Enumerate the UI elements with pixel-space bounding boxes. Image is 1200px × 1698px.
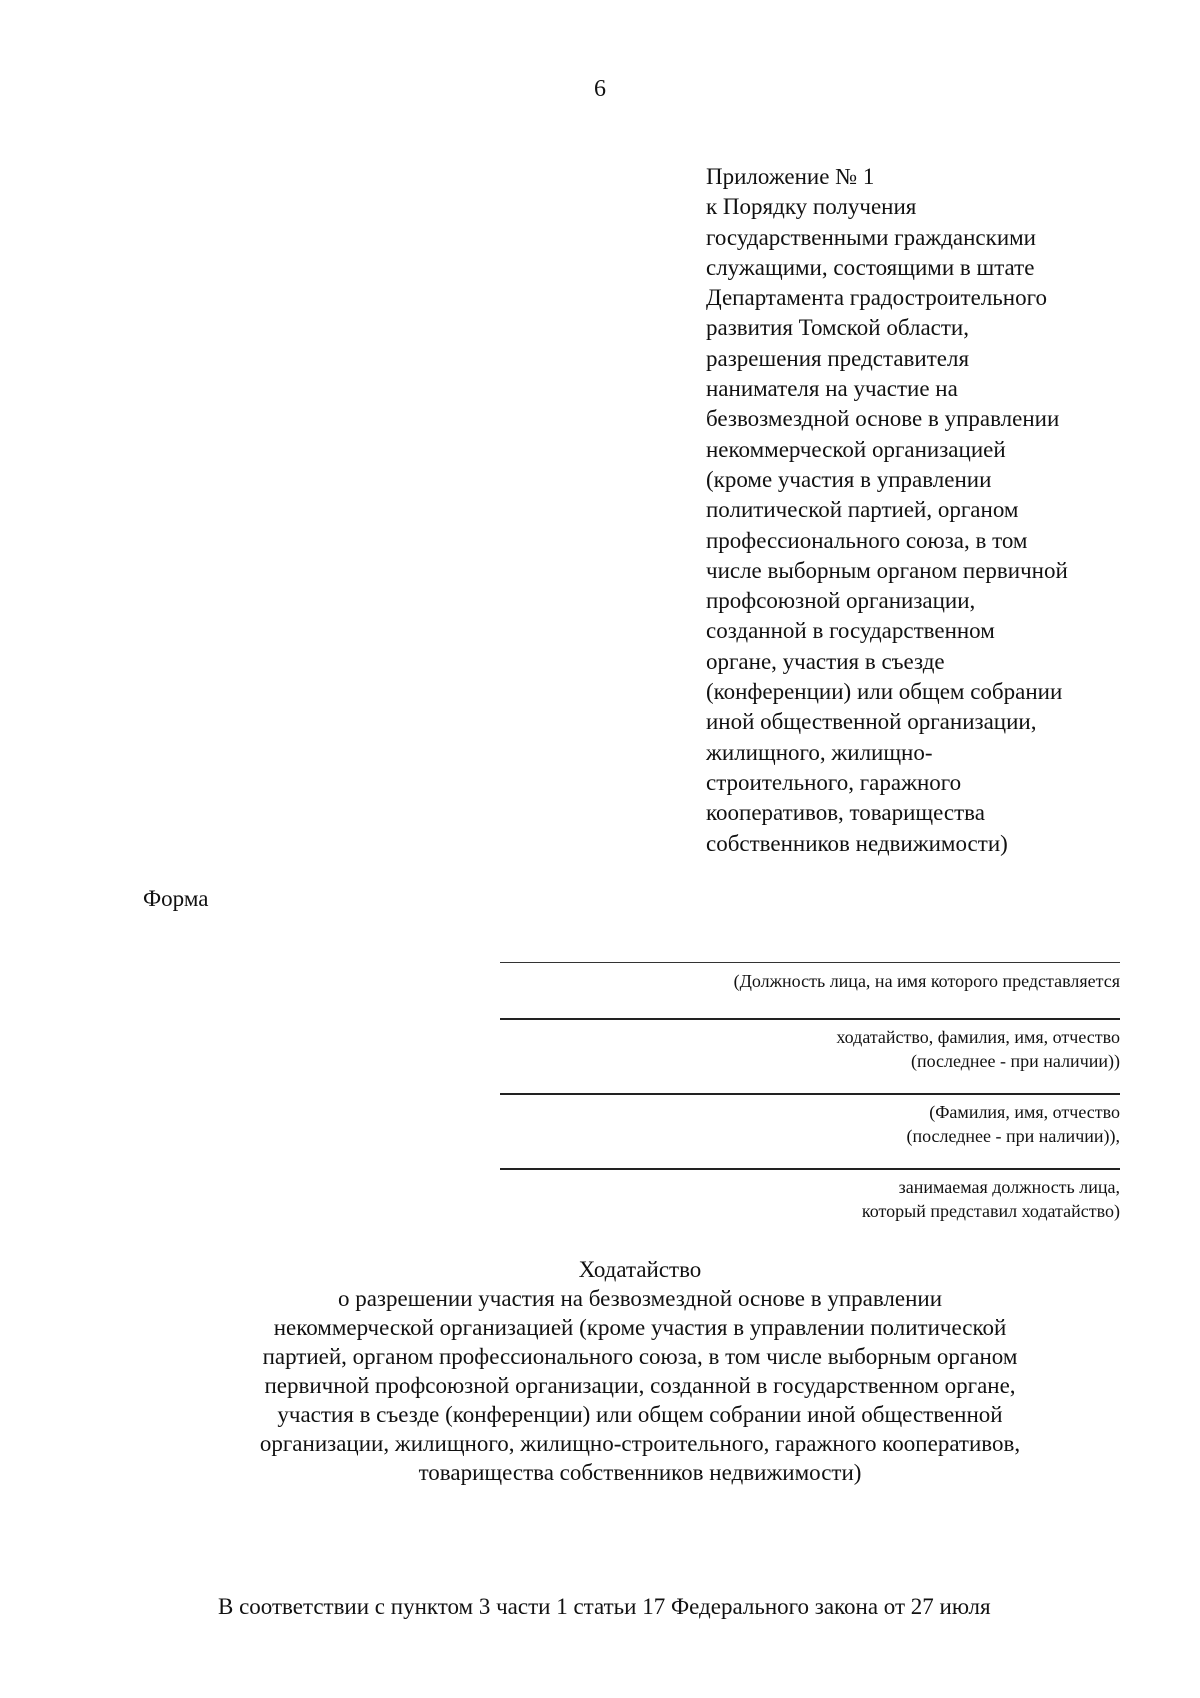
appendix-line: развития Томской области, bbox=[706, 315, 969, 341]
appendix-line: профессионального союза, в том bbox=[706, 527, 1028, 553]
appendix-header bbox=[706, 162, 1146, 859]
addressee-position-line[interactable] bbox=[500, 962, 1120, 963]
appendix-line: Приложение № 1 bbox=[706, 164, 875, 189]
petition-subtitle-line: о разрешении участия на безвозмездной основе в управлении bbox=[337, 1286, 943, 1311]
petition-subtitle-line: товарищества собственников недвижимости) bbox=[418, 1460, 862, 1485]
petition-title bbox=[120, 1255, 1160, 1487]
hint-line: который представил ходатайство) bbox=[861, 1201, 1120, 1221]
applicant-name-hint bbox=[500, 1100, 1120, 1148]
addressee-name-hint bbox=[500, 1025, 1120, 1073]
appendix-line: разрешения представителя bbox=[706, 345, 970, 371]
appendix-line: иной общественной организации, bbox=[706, 709, 1037, 735]
appendix-line: числе выборным органом первичной bbox=[706, 557, 1068, 583]
hint-line: (последнее - при наличии)), bbox=[906, 1126, 1120, 1146]
hint-line: ходатайство, фамилия, имя, отчество bbox=[836, 1027, 1120, 1047]
body-paragraph: В соответствии с пунктом 3 части 1 статьи 17 Федерального закона от 27 июля bbox=[218, 1594, 991, 1619]
hint-line: занимаемая должность лица, bbox=[898, 1177, 1120, 1197]
form-label: Форма bbox=[143, 886, 209, 911]
appendix-line: нанимателя на участие на bbox=[706, 376, 958, 402]
appendix-line: строительного, гаражного bbox=[706, 769, 962, 795]
appendix-line: политической партией, органом bbox=[706, 497, 1019, 523]
hint-line: (последнее - при наличии)) bbox=[910, 1051, 1120, 1071]
hint-line: (Должность лица, на имя которого представляется bbox=[733, 971, 1120, 991]
appendix-line: (кроме участия в управлении bbox=[706, 466, 992, 492]
petition-subtitle-line: первичной профсоюзной организации, созданной в государственном органе, bbox=[264, 1373, 1016, 1398]
appendix-line: государственными гражданскими bbox=[706, 224, 1036, 250]
petition-subtitle-line: некоммерческой организацией (кроме участия в управлении политической bbox=[273, 1315, 1007, 1340]
appendix-line: профсоюзной организации, bbox=[706, 588, 976, 614]
petition-subtitle-line: участия в съезде (конференции) или общем собрании иной общественной bbox=[277, 1402, 1003, 1427]
addressee-block bbox=[500, 962, 1120, 1223]
appendix-line: некоммерческой организацией bbox=[706, 436, 1006, 462]
appendix-line: кооперативов, товарищества bbox=[706, 800, 985, 826]
petition-subtitle-line: организации, жилищного, жилищно-строительного, гаражного кооперативов, bbox=[259, 1431, 1021, 1456]
page-number: 6 bbox=[594, 76, 606, 102]
hint-line: (Фамилия, имя, отчество bbox=[929, 1102, 1120, 1122]
appendix-line: к Порядку получения bbox=[706, 194, 917, 220]
appendix-line: созданной в государственном bbox=[706, 618, 995, 644]
applicant-name-line[interactable] bbox=[500, 1093, 1120, 1095]
applicant-position-line[interactable] bbox=[500, 1168, 1120, 1170]
appendix-line: (конференции) или общем собрании bbox=[706, 679, 1063, 705]
petition-heading: Ходатайство bbox=[578, 1257, 702, 1282]
appendix-line: Департамента градостроительного bbox=[706, 285, 1047, 311]
applicant-position-hint bbox=[500, 1175, 1120, 1223]
addressee-position-hint bbox=[500, 969, 1120, 993]
appendix-line: безвозмездной основе в управлении bbox=[706, 406, 1060, 432]
appendix-line: собственников недвижимости) bbox=[706, 830, 1008, 856]
appendix-line: жилищного, жилищно- bbox=[706, 739, 933, 765]
appendix-line: служащими, состоящими в штате bbox=[706, 254, 1035, 280]
addressee-name-line[interactable] bbox=[500, 1018, 1120, 1020]
appendix-line: органе, участия в съезде bbox=[706, 648, 945, 674]
petition-subtitle-line: партией, органом профессионального союза, в том числе выборным органом bbox=[262, 1344, 1018, 1369]
